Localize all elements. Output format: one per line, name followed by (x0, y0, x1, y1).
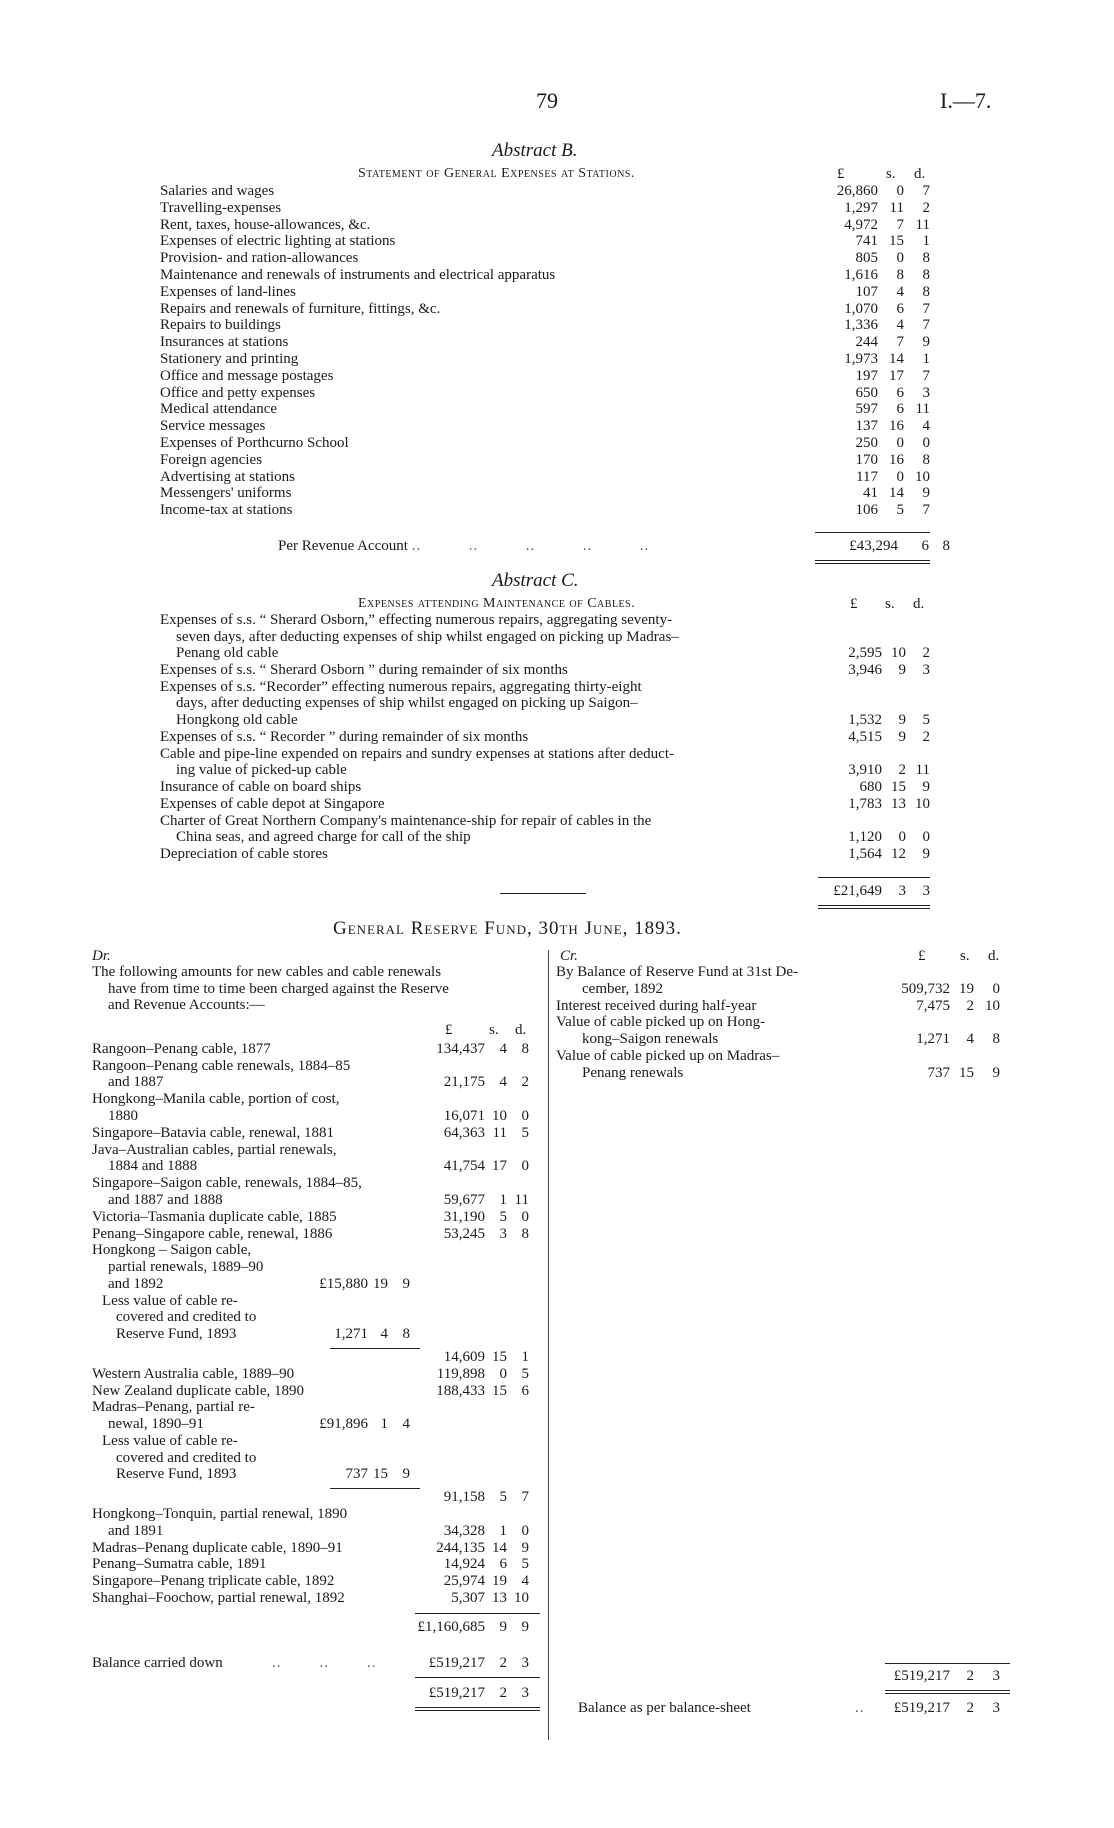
hk-saigon-line: partial renewals, 1889–90 (108, 1259, 264, 1275)
debit-item-pounds: 21,175 (443, 1074, 485, 1091)
debit-item-pence: 0 (521, 1208, 529, 1225)
debit-total-pence: 3 (521, 1685, 529, 1702)
hk-saigon-subtotal-pence: 9 (402, 1275, 410, 1292)
debit-item-shillings: 6 (499, 1556, 507, 1573)
abstract-b-title: Abstract B. (492, 140, 578, 161)
abstract-b-row-label: Expenses of electric lighting at stations (160, 233, 396, 250)
hk-saigon-rule (330, 1348, 420, 1349)
abstract-c-total-pounds: £21,649 (833, 883, 882, 899)
debit-item-shillings: 15 (492, 1382, 507, 1399)
abstract-c-item-pence: 10 (915, 795, 930, 812)
abstract-b-row-pounds: 1,297 (844, 199, 878, 216)
debit-item-shillings: 1 (499, 1522, 507, 1539)
debit-item-pence: 6 (521, 1382, 529, 1399)
abstract-b-row-pounds: 250 (855, 435, 878, 451)
abstract-b-subtitle: Statement of General Expenses at Stations. (358, 166, 635, 181)
abstract-c-item-pence: 9 (922, 846, 930, 862)
abstract-c-item-shillings: 10 (891, 645, 906, 662)
abstract-b-total-label: Per Revenue Account (278, 538, 408, 554)
abstract-b-row-pounds: 1,973 (844, 351, 878, 367)
abstract-b-row-shillings: 17 (889, 367, 904, 384)
credit-total-rule3 (885, 1693, 1010, 1694)
abstract-c-item-line: Expenses of s.s. “ Sherard Osborn,” effecting numerous repairs, aggregating seventy- (160, 612, 673, 628)
abstract-c-total-pence: 3 (922, 883, 930, 899)
balance-carried-pence: 3 (521, 1655, 529, 1672)
credit-item-line: Interest received during half-year (556, 997, 757, 1014)
hk-saigon-net-pounds: 14,609 (443, 1348, 485, 1365)
madras-penang-rule (330, 1488, 420, 1489)
abstract-b-row-shillings: 0 (896, 468, 904, 485)
abstract-b-row-pence: 3 (922, 384, 930, 401)
abstract-b-row-label: Rent, taxes, house-allowances, &c. (160, 216, 371, 233)
abstract-c-total-row (798, 883, 938, 900)
debit-item-pounds: 119,898 (436, 1365, 485, 1382)
madras-penang-line: Madras–Penang, partial re- (92, 1399, 255, 1416)
c-col-pence: d. (913, 596, 925, 612)
credit-item-line: Penang renewals (582, 1064, 684, 1081)
debit-item-shillings: 4 (499, 1074, 507, 1091)
abstract-b-row-pence: 7 (922, 183, 930, 199)
madras-penang-less-line: covered and credited to (116, 1449, 257, 1466)
abstract-c-item-pounds: 1,564 (848, 846, 882, 862)
abstract-b-row-pounds: 244 (855, 334, 878, 351)
credit-item-shillings: 19 (959, 980, 974, 997)
hk-saigon-less-line: covered and credited to (116, 1309, 257, 1326)
debit-item-shillings: 13 (492, 1590, 507, 1607)
credit-item-pence: 10 (985, 997, 1000, 1014)
madras-penang-subtotal-pence: 4 (402, 1416, 410, 1432)
hk-saigon-less-line: Less value of cable re- (102, 1292, 238, 1309)
abstract-b-row-pounds: 1,616 (844, 267, 878, 283)
abstract-b-row-pence: 11 (915, 401, 930, 418)
abstract-b-row-shillings: 7 (896, 334, 904, 351)
debit-item-pence: 10 (514, 1590, 529, 1607)
abstract-b-row-label: Salaries and wages (160, 183, 275, 199)
debit-item-pence: 0 (521, 1107, 529, 1124)
abstract-c-item-line: China seas, and agreed charge for call of the ship (176, 829, 471, 846)
debit-col-pounds: £ (445, 1021, 453, 1038)
abstract-c-item-shillings: 9 (898, 712, 906, 728)
abstract-b-row-label: Provision- and ration-allowances (160, 250, 359, 267)
abstract-c-item-shillings: 13 (891, 795, 906, 812)
abstract-b-row-pounds: 1,070 (844, 300, 878, 317)
debit-intro-line: have from time to time been charged against the Reserve (108, 980, 449, 997)
hk-saigon-subtotal-pounds: £15,880 (319, 1275, 368, 1292)
debit-item-shillings: 3 (499, 1225, 507, 1242)
abstract-b-row-pence: 7 (922, 367, 930, 384)
hk-saigon-less-shillings: 4 (380, 1325, 388, 1342)
balance-carried-pounds: £519,217 (428, 1655, 485, 1672)
abstract-c-item-line: ing value of picked-up cable (176, 762, 347, 779)
abstract-b-row-pence: 0 (922, 435, 930, 451)
balance-carried-label: Balance carried down (92, 1655, 223, 1672)
debit-total-pounds: £519,217 (428, 1685, 485, 1702)
debit-item-line: Madras–Penang duplicate cable, 1890–91 (92, 1539, 343, 1556)
credit-total-rule (885, 1663, 1010, 1664)
balance-sheet-shillings: 2 (966, 1700, 974, 1716)
credit-total-pence: 3 (992, 1668, 1000, 1684)
abstract-b-row-pounds: 41 (863, 485, 878, 502)
abstract-b-row-label: Office and petty expenses (160, 384, 316, 401)
debit-item-pounds: 16,071 (443, 1107, 485, 1124)
abstract-c-subtitle: Expenses attending Maintenance of Cables. (358, 596, 636, 611)
madras-penang-less-pounds: 737 (345, 1466, 368, 1483)
credit-total-pounds: £519,217 (893, 1668, 950, 1684)
abstract-b-row-pounds: 26,860 (836, 183, 878, 199)
debit-col-shillings: s. (489, 1021, 499, 1038)
abstract-c-item-shillings: 12 (891, 846, 906, 862)
abstract-b-row-pence: 7 (922, 300, 930, 317)
abstract-c-item-pence: 11 (915, 762, 930, 779)
abstract-c-item-pence: 5 (922, 712, 930, 728)
abstract-b-row-pounds: 106 (855, 502, 878, 519)
ledger-divider (548, 950, 549, 1740)
credit-total-shillings: 2 (966, 1668, 974, 1684)
abstract-c-item-pence: 9 (922, 779, 930, 795)
debit-item-line: 1880 (108, 1107, 138, 1124)
balance-sheet-label: Balance as per balance-sheet (578, 1700, 751, 1716)
reserve-fund-title: General Reserve Fund, 30th June, 1893. (333, 918, 682, 939)
debit-item-line: and 1887 and 1888 (108, 1191, 223, 1208)
abstract-b-row-shillings: 7 (896, 216, 904, 233)
abstract-c-item-line: Cable and pipe-line expended on repairs and sundry expenses at stations after deduct- (160, 745, 674, 762)
cr-col-pence: d. (988, 948, 1000, 964)
hk-saigon-net-shillings: 15 (492, 1348, 507, 1365)
debit-item-pence: 0 (521, 1522, 529, 1539)
debit-item-shillings: 11 (492, 1124, 507, 1141)
abstract-c-item-pence: 3 (922, 662, 930, 678)
abstract-c-item-line: Penang old cable (176, 645, 279, 662)
debit-item-line: Shanghai–Foochow, partial renewal, 1892 (92, 1590, 345, 1607)
abstract-b-row-shillings: 11 (889, 199, 904, 216)
abstract-b-row-pence: 8 (922, 451, 930, 468)
debit-item-line: Penang–Singapore cable, renewal, 1886 (92, 1225, 333, 1242)
abstract-c-item-line: seven days, after deducting expenses of ship whilst engaged on picking up Madras– (176, 628, 679, 645)
c-col-shillings: s. (885, 596, 895, 612)
abstract-b-row-pence: 10 (915, 468, 930, 485)
abstract-b-row-pounds: 197 (855, 367, 878, 384)
debit-sum-rule (415, 1613, 540, 1614)
abstract-b-total-row: Per Revenue Account .. .. .. .. .. £43,294 6 8 (278, 538, 950, 554)
abstract-c-item-shillings: 15 (891, 779, 906, 795)
debit-total-shillings: 2 (499, 1685, 507, 1702)
debit-item-pounds: 64,363 (443, 1124, 485, 1141)
credit-total-rule2 (885, 1690, 1010, 1691)
hk-saigon-net-pence: 1 (521, 1348, 529, 1365)
abstract-b-row-pounds: 741 (855, 233, 878, 250)
debit-item-line: Singapore–Batavia cable, renewal, 1881 (92, 1124, 334, 1141)
abstract-b-row-pence: 11 (915, 216, 930, 233)
debit-sum-pounds: £1,160,685 (417, 1619, 485, 1636)
abstract-b-row-pence: 8 (922, 267, 930, 283)
abstract-b-row-shillings: 0 (896, 435, 904, 451)
credit-item-pounds: 1,271 (916, 1031, 950, 1047)
credit-label: Cr. (560, 948, 578, 964)
abstract-b-row-pence: 1 (922, 233, 930, 250)
debit-item-pounds: 25,974 (443, 1573, 485, 1590)
hk-saigon-less-line: Reserve Fund, 1893 (116, 1325, 237, 1342)
debit-total-rule (415, 1677, 540, 1678)
abstract-b-row-shillings: 14 (889, 485, 904, 502)
abstract-c-item-line: Depreciation of cable stores (160, 846, 328, 862)
abstract-b-row-shillings: 6 (896, 401, 904, 418)
abstract-b-row-pence: 7 (922, 502, 930, 519)
abstract-b-row-shillings: 4 (896, 283, 904, 300)
madras-penang-less-pence: 9 (402, 1466, 410, 1483)
abstract-b-row-pence: 8 (922, 250, 930, 267)
abstract-b-row-shillings: 4 (896, 317, 904, 334)
debit-item-pounds: 59,677 (443, 1191, 485, 1208)
balance-sheet-dots: .. (855, 1700, 865, 1716)
abstract-b-row-shillings: 0 (896, 183, 904, 199)
abstract-b-row-label: Messengers' uniforms (160, 485, 292, 502)
abstract-b-row-label: Repairs and renewals of furniture, fittings, &c. (160, 300, 441, 317)
credit-item-shillings: 15 (959, 1064, 974, 1081)
debit-item-pence: 0 (521, 1158, 529, 1175)
abstract-b-row-pence: 9 (922, 485, 930, 502)
credit-item-pence: 9 (992, 1064, 1000, 1081)
abstract-c-item-line: Hongkong old cable (176, 712, 298, 728)
col-shillings: s. (886, 166, 896, 182)
abstract-c-item-line: Expenses of cable depot at Singapore (160, 795, 385, 812)
credit-item-pounds: 737 (927, 1064, 950, 1081)
debit-total-rule3 (415, 1710, 540, 1711)
credit-item-shillings: 2 (966, 997, 974, 1014)
hk-saigon-subtotal-shillings: 19 (373, 1275, 388, 1292)
abstract-b-row-pence: 7 (922, 317, 930, 334)
debit-item-pence: 2 (521, 1074, 529, 1091)
abstract-b-row-label: Repairs to buildings (160, 317, 281, 334)
abstract-c-item-shillings: 2 (898, 762, 906, 779)
abstract-b-row-shillings: 16 (889, 451, 904, 468)
debit-item-pence: 5 (521, 1556, 529, 1573)
abstract-c-total-shillings: 3 (898, 883, 906, 899)
abstract-b-row-pounds: 1,336 (844, 317, 878, 334)
debit-item-shillings: 17 (492, 1158, 507, 1175)
debit-item-pence: 8 (521, 1040, 529, 1057)
abstract-b-row-pence: 4 (922, 418, 930, 435)
abstract-c-item-pence: 2 (922, 645, 930, 662)
abstract-b-row-shillings: 0 (896, 250, 904, 267)
abstract-c-item-pounds: 4,515 (848, 728, 882, 745)
abstract-b-row-shillings: 8 (896, 267, 904, 283)
debit-item-line: 1884 and 1888 (108, 1158, 198, 1175)
debit-item-line: Rangoon–Penang cable renewals, 1884–85 (92, 1057, 351, 1074)
credit-item-pounds: 509,732 (901, 980, 950, 997)
abstract-b-row-pence: 9 (922, 334, 930, 351)
debit-item-line: Victoria–Tasmania duplicate cable, 1885 (92, 1208, 337, 1225)
c-col-pounds: £ (850, 596, 858, 612)
hk-saigon-line: Hongkong – Saigon cable, (92, 1242, 252, 1259)
abstract-b-row-shillings: 15 (889, 233, 904, 250)
debit-item-pounds: 31,190 (443, 1208, 485, 1225)
debit-item-pence: 4 (521, 1573, 529, 1590)
debit-intro-line: and Revenue Accounts:— (108, 997, 265, 1014)
abstract-c-item-line: Charter of Great Northern Company's maintenance-ship for repair of cables in the (160, 812, 652, 829)
debit-item-pence: 5 (521, 1365, 529, 1382)
abstract-b-row-label: Advertising at stations (160, 468, 295, 485)
madras-penang-subtotal-shillings: 1 (380, 1416, 388, 1432)
debit-item-shillings: 19 (492, 1573, 507, 1590)
debit-sum-pence: 9 (521, 1619, 529, 1636)
abstract-c-item-pounds: 3,946 (848, 662, 882, 678)
debit-item-line: Singapore–Penang triplicate cable, 1892 (92, 1573, 335, 1590)
debit-item-line: Java–Australian cables, partial renewals, (92, 1141, 337, 1158)
abstract-c-item-shillings: 9 (898, 728, 906, 745)
debit-sum-shillings: 9 (499, 1619, 507, 1636)
abstract-b-row-label: Service messages (160, 418, 266, 435)
document-reference: I.—7. (940, 88, 992, 113)
debit-total-rule2 (415, 1707, 540, 1708)
abstract-c-item-shillings: 0 (898, 829, 906, 846)
debit-item-shillings: 0 (499, 1365, 507, 1382)
credit-item-pence: 8 (992, 1031, 1000, 1047)
abstract-b-row-label: Medical attendance (160, 401, 278, 418)
credit-item-line: Value of cable picked up on Madras– (556, 1047, 780, 1064)
abstract-b-row-label: Travelling-expenses (160, 199, 282, 216)
abstract-c-item-line: Insurance of cable on board ships (160, 779, 362, 795)
cr-col-shillings: s. (960, 948, 970, 964)
credit-item-pence: 0 (992, 980, 1000, 997)
abstract-b-row-shillings: 16 (889, 418, 904, 435)
abstract-b-row-label: Maintenance and renewals of instruments and electrical apparatus (160, 267, 556, 283)
debit-item-pounds: 53,245 (443, 1225, 485, 1242)
abstract-b-row-shillings: 14 (889, 351, 904, 367)
abstract-b-row-pounds: 805 (855, 250, 878, 267)
debit-item-line: Rangoon–Penang cable, 1877 (92, 1040, 271, 1057)
debit-item-line: Hongkong–Tonquin, partial renewal, 1890 (92, 1506, 348, 1522)
abstract-b-row-pence: 8 (922, 283, 930, 300)
abstract-c-title: Abstract C. (492, 570, 579, 591)
abstract-c-item-line: Expenses of s.s. “Recorder” effecting numerous repairs, aggregating thirty-eight (160, 678, 642, 695)
abstract-b-row-label: Insurances at stations (160, 334, 289, 351)
abstract-c-item-pounds: 1,120 (848, 829, 882, 846)
abstract-b-row-pounds: 107 (855, 283, 878, 300)
abstract-c-item-pounds: 680 (859, 779, 882, 795)
abstract-b-row-shillings: 6 (896, 384, 904, 401)
credit-item-line: kong–Saigon renewals (582, 1031, 719, 1047)
credit-item-line: Value of cable picked up on Hong- (556, 1014, 766, 1031)
balance-sheet-pounds: £519,217 (893, 1700, 950, 1716)
abstract-c-item-line: Expenses of s.s. “ Sherard Osborn ” during remainder of six months (160, 662, 568, 678)
abstract-c-item-shillings: 9 (898, 662, 906, 678)
debit-item-pounds: 244,135 (436, 1539, 485, 1556)
debit-item-line: Penang–Sumatra cable, 1891 (92, 1556, 267, 1573)
debit-col-pence: d. (515, 1021, 527, 1038)
debit-item-line: Hongkong–Manila cable, portion of cost, (92, 1091, 340, 1108)
debit-item-pounds: 5,307 (451, 1590, 485, 1607)
debit-item-line: Western Australia cable, 1889–90 (92, 1365, 295, 1382)
debit-item-shillings: 4 (499, 1040, 507, 1057)
debit-item-shillings: 14 (492, 1539, 507, 1556)
debit-item-pounds: 34,328 (443, 1522, 485, 1539)
abstract-b-row-pounds: 170 (855, 451, 878, 468)
abstract-b-row-label: Foreign agencies (160, 451, 263, 468)
debit-item-shillings: 1 (499, 1191, 507, 1208)
debit-item-shillings: 10 (492, 1107, 507, 1124)
balance-carried-dots: .. .. .. (272, 1655, 377, 1672)
madras-penang-line: newal, 1890–91 (108, 1416, 204, 1432)
credit-item-line: cember, 1892 (582, 980, 664, 997)
col-pounds: £ (837, 166, 845, 182)
abstract-c-item-pence: 2 (922, 728, 930, 745)
abstract-b-row-pence: 2 (922, 199, 930, 216)
abstract-b-row-pounds: 4,972 (844, 216, 878, 233)
debit-item-pounds: 188,433 (436, 1382, 485, 1399)
madras-penang-subtotal-pounds: £91,896 (319, 1416, 368, 1432)
debit-item-pounds: 41,754 (443, 1158, 485, 1175)
abstract-c-item-pounds: 1,532 (848, 712, 882, 728)
abstract-b-row-label: Expenses of land-lines (160, 283, 296, 300)
debit-item-line: and 1887 (108, 1074, 164, 1091)
credit-item-line: By Balance of Reserve Fund at 31st De- (556, 964, 799, 980)
debit-item-pence: 11 (514, 1191, 529, 1208)
debit-item-pounds: 14,924 (443, 1556, 485, 1573)
debit-item-pence: 9 (521, 1539, 529, 1556)
madras-penang-less-line: Less value of cable re- (102, 1432, 238, 1449)
abstract-b-row-label: Income-tax at stations (160, 502, 293, 519)
abstract-c-item-pence: 0 (922, 829, 930, 846)
debit-intro-line: The following amounts for new cables and cable renewals (92, 964, 442, 980)
debit-item-line: New Zealand duplicate cable, 1890 (92, 1382, 304, 1399)
abstract-b-total-pounds: £43,294 (849, 538, 898, 554)
debit-item-line: Singapore–Saigon cable, renewals, 1884–85, (92, 1175, 362, 1192)
abstract-b-row-label: Expenses of Porthcurno School (160, 435, 349, 451)
abstract-b-row-shillings: 6 (896, 300, 904, 317)
abstract-b-row-pounds: 597 (855, 401, 878, 418)
abstract-c-item-pounds: 1,783 (848, 795, 882, 812)
cr-col-pounds: £ (918, 948, 926, 964)
madras-penang-less-line: Reserve Fund, 1893 (116, 1466, 237, 1483)
hk-saigon-less-pounds: 1,271 (334, 1325, 368, 1342)
abstract-b-row-label: Office and message postages (160, 367, 334, 384)
debit-item-line: and 1891 (108, 1522, 164, 1539)
hk-saigon-line: and 1892 (108, 1275, 164, 1292)
debit-item-pence: 8 (521, 1225, 529, 1242)
balance-sheet-pence: 3 (992, 1700, 1000, 1716)
abstract-b-row-shillings: 5 (896, 502, 904, 519)
madras-penang-net-shillings: 5 (499, 1489, 507, 1506)
credit-item-shillings: 4 (966, 1031, 974, 1047)
credit-item-pounds: 7,475 (916, 997, 950, 1014)
abstract-b-row-pounds: 137 (855, 418, 878, 435)
page-number: 79 (536, 88, 558, 113)
abstract-b-total-pence: 8 (942, 538, 950, 554)
abstract-c-item-pounds: 3,910 (848, 762, 882, 779)
balance-carried-shillings: 2 (499, 1655, 507, 1672)
hk-saigon-less-pence: 8 (402, 1325, 410, 1342)
debit-item-shillings: 5 (499, 1208, 507, 1225)
abstract-b-row-pounds: 650 (855, 384, 878, 401)
abstract-b-total-shillings: 6 (921, 538, 929, 554)
abstract-b-row-label: Stationery and printing (160, 351, 299, 367)
abstract-c-item-pounds: 2,595 (848, 645, 882, 662)
abstract-c-item-line: days, after deducting expenses of ship whilst engaged on picking up Saigon– (176, 695, 638, 712)
abstract-b-row-pence: 1 (922, 351, 930, 367)
col-pence: d. (914, 166, 926, 182)
madras-penang-less-shillings: 15 (373, 1466, 388, 1483)
debit-item-pence: 5 (521, 1124, 529, 1141)
madras-penang-net-pounds: 91,158 (443, 1489, 485, 1506)
debit-label: Dr. (92, 948, 111, 964)
debit-item-pounds: 134,437 (436, 1040, 485, 1057)
abstract-c-item-line: Expenses of s.s. “ Recorder ” during remainder of six months (160, 728, 529, 745)
abstract-b-row-pounds: 117 (856, 468, 878, 485)
madras-penang-net-pence: 7 (521, 1489, 529, 1506)
